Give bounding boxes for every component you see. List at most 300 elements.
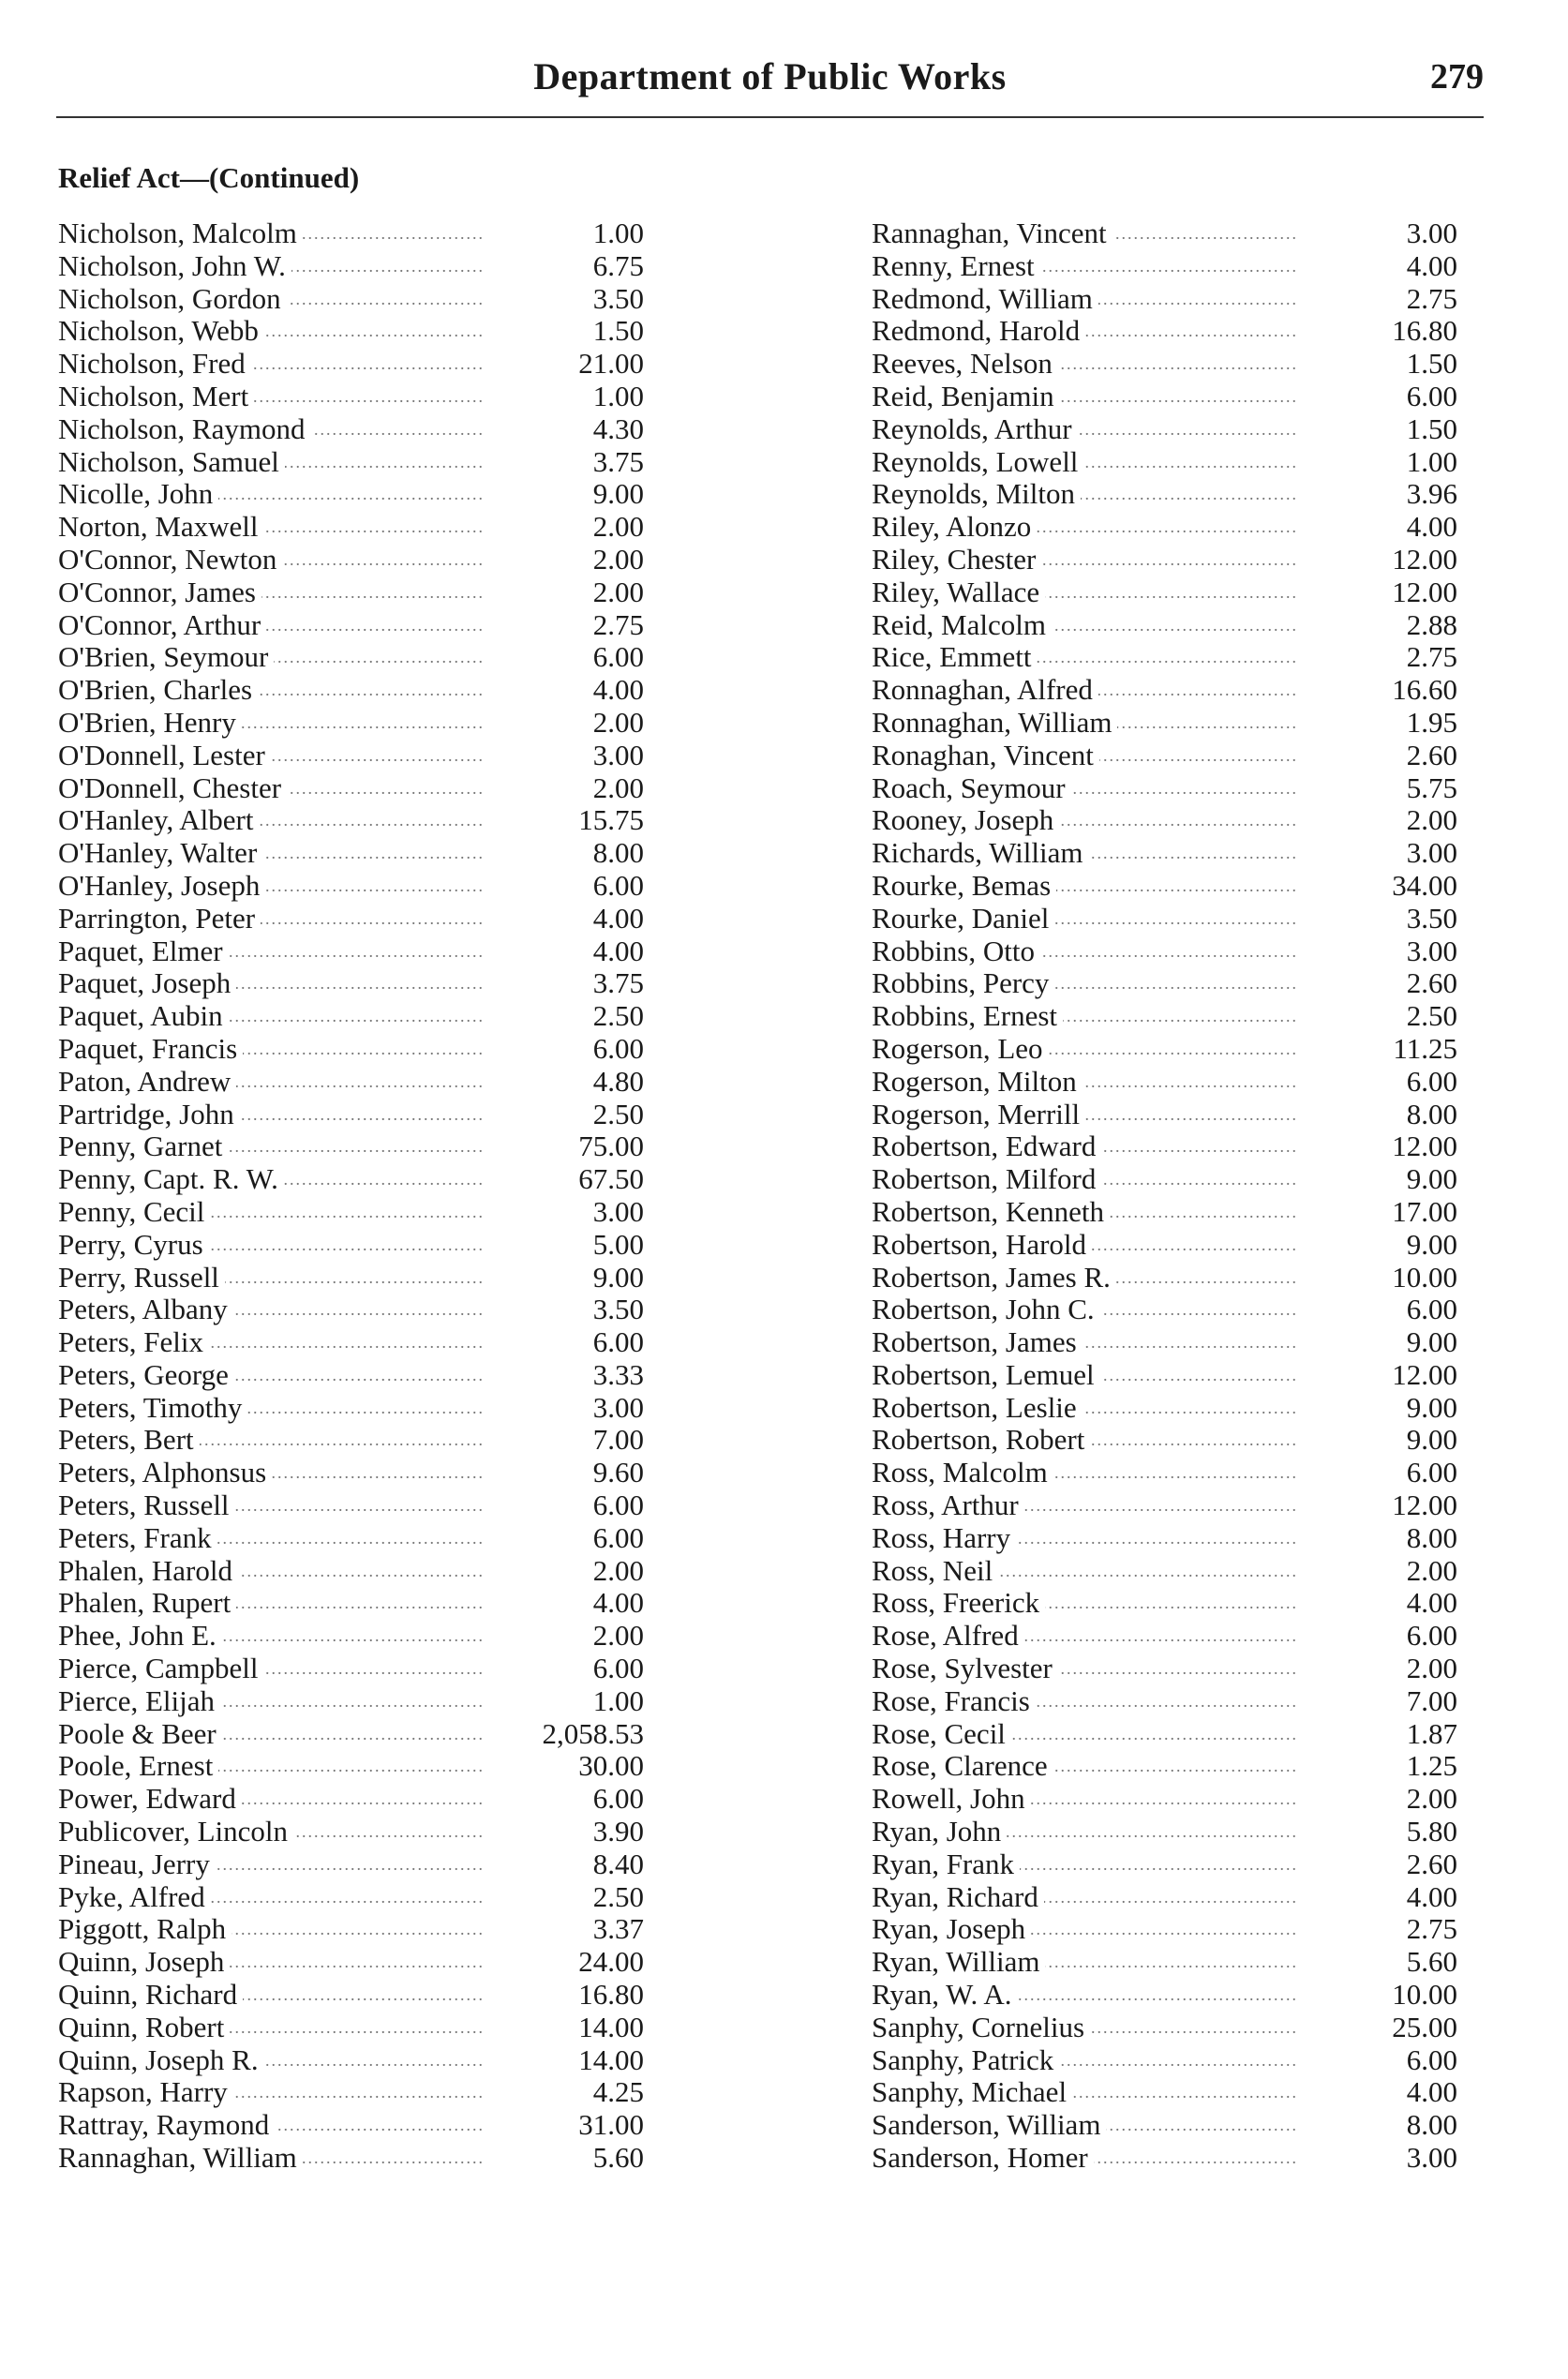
entry-name: Quinn, Robert xyxy=(58,2012,230,2044)
entry-amount: 9.00 xyxy=(1406,1390,1457,1424)
entry-amount: 3.00 xyxy=(592,738,644,771)
list-item xyxy=(58,1816,658,1848)
list-item xyxy=(872,217,1471,250)
entry-amount: 10.00 xyxy=(1392,1260,1457,1294)
list-item xyxy=(872,315,1471,348)
entry-name: Robertson, Edward xyxy=(872,1130,1101,1163)
entry-name: Sanphy, Cornelius xyxy=(872,2012,1090,2044)
entry-amount: 12.00 xyxy=(1392,1489,1457,1522)
list-item xyxy=(872,576,1471,609)
entry-name: Rose, Alfred xyxy=(872,1620,1024,1653)
entry-name: Reid, Benjamin xyxy=(872,381,1060,413)
entry-name: O'Donnell, Lester xyxy=(58,740,271,772)
entry-name: Rapson, Harry xyxy=(58,2076,233,2109)
list-item xyxy=(58,1489,658,1522)
list-item xyxy=(58,1294,658,1326)
list-item xyxy=(58,1262,658,1294)
entry-name: Redmond, Harold xyxy=(872,315,1085,348)
entry-amount: 6.00 xyxy=(1406,379,1457,412)
entry-amount: 6.00 xyxy=(592,1782,644,1816)
entry-amount: 12.00 xyxy=(1392,1130,1457,1163)
entry-amount: 3.00 xyxy=(592,1194,644,1228)
list-item xyxy=(58,1555,658,1588)
list-item xyxy=(58,576,658,609)
entry-amount: 9.00 xyxy=(1406,1325,1457,1359)
entry-name: Perry, Cyrus xyxy=(58,1229,209,1262)
list-item xyxy=(872,381,1471,413)
entry-name: Quinn, Richard xyxy=(58,1979,243,2012)
entry-name: Partridge, John xyxy=(58,1099,240,1131)
list-item xyxy=(58,1099,658,1131)
entry-amount: 4.00 xyxy=(1406,1879,1457,1913)
entry-amount: 6.00 xyxy=(592,1031,644,1065)
list-item xyxy=(872,1522,1471,1555)
entry-amount: 1.95 xyxy=(1406,705,1457,739)
entry-name: Reid, Malcolm xyxy=(872,609,1052,642)
entry-name: Ronnaghan, William xyxy=(872,707,1117,740)
entry-amount: 2.50 xyxy=(592,999,644,1033)
entry-name: O'Hanley, Albert xyxy=(58,804,259,837)
list-item xyxy=(58,1946,658,1979)
entry-amount: 31.00 xyxy=(578,2108,644,2142)
entry-name: Parrington, Peter xyxy=(58,903,261,935)
entry-name: Ross, Malcolm xyxy=(872,1457,1053,1489)
entry-amount: 3.50 xyxy=(592,281,644,315)
entry-name: Rose, Francis xyxy=(872,1685,1036,1718)
entry-amount: 4.00 xyxy=(592,934,644,967)
entry-name: Peters, Alphonsus xyxy=(58,1457,272,1489)
entry-amount: 9.60 xyxy=(592,1456,644,1489)
entry-name: Robbins, Ernest xyxy=(872,1000,1063,1033)
list-item xyxy=(58,1033,658,1066)
entry-amount: 34.00 xyxy=(1392,868,1457,902)
entry-name: Peters, Timothy xyxy=(58,1392,247,1425)
list-item xyxy=(872,2109,1471,2142)
list-item xyxy=(872,1099,1471,1131)
entry-amount: 4.00 xyxy=(1406,510,1457,544)
page-header xyxy=(56,54,1484,111)
entry-amount: 1.50 xyxy=(1406,411,1457,445)
list-item xyxy=(872,772,1471,805)
entry-name: Ross, Freerick xyxy=(872,1587,1045,1620)
entry-name: O'Brien, Charles xyxy=(58,674,258,707)
entry-name: Penny, Capt. R. W. xyxy=(58,1163,284,1196)
entry-name: Sanphy, Patrick xyxy=(872,2044,1059,2077)
list-item xyxy=(58,446,658,479)
entry-amount: 6.00 xyxy=(1406,1456,1457,1489)
list-item xyxy=(58,478,658,511)
list-item xyxy=(872,1653,1471,1685)
entry-amount: 3.50 xyxy=(592,1293,644,1326)
entry-amount: 12.00 xyxy=(1392,542,1457,576)
entry-amount: 3.96 xyxy=(1406,477,1457,511)
list-item xyxy=(58,870,658,903)
list-item xyxy=(58,1326,658,1359)
list-item xyxy=(872,1130,1471,1163)
list-item xyxy=(58,1653,658,1685)
entry-name: Rice, Emmett xyxy=(872,641,1037,674)
entry-name: Ryan, Frank xyxy=(872,1848,1020,1881)
list-item xyxy=(58,1685,658,1718)
entry-name: Poole & Beer xyxy=(58,1718,222,1751)
list-item xyxy=(872,544,1471,576)
list-item xyxy=(872,478,1471,511)
entry-name: Paquet, Joseph xyxy=(58,967,236,1000)
list-item xyxy=(58,1620,658,1653)
page-title: Department of Public Works xyxy=(533,55,1007,97)
list-item xyxy=(872,1489,1471,1522)
entry-amount: 6.00 xyxy=(592,868,644,902)
entry-name: Nicholson, Gordon xyxy=(58,283,287,316)
entry-amount: 1.00 xyxy=(592,1683,644,1717)
list-item xyxy=(58,1066,658,1099)
list-item xyxy=(872,707,1471,740)
list-item xyxy=(872,1718,1471,1751)
list-item xyxy=(58,1196,658,1229)
entry-amount: 8.00 xyxy=(592,836,644,870)
entry-name: Ross, Arthur xyxy=(872,1489,1024,1522)
entry-name: Rannaghan, Vincent xyxy=(872,217,1113,250)
list-item xyxy=(872,1881,1471,1914)
list-item xyxy=(58,1163,658,1196)
entry-name: O'Brien, Henry xyxy=(58,707,242,740)
entry-name: Rourke, Bemas xyxy=(872,870,1056,903)
entry-name: Robbins, Otto xyxy=(872,935,1040,968)
entry-amount: 1.00 xyxy=(592,217,644,249)
entry-name: Robertson, Harold xyxy=(872,1229,1092,1262)
entry-amount: 2.75 xyxy=(1406,1912,1457,1946)
entry-amount: 24.00 xyxy=(578,1945,644,1979)
entry-amount: 4.25 xyxy=(592,2075,644,2109)
entry-name: Paquet, Elmer xyxy=(58,935,229,968)
entry-name: Ryan, Richard xyxy=(872,1881,1044,1914)
entry-name: Paton, Andrew xyxy=(58,1066,236,1099)
list-item xyxy=(872,2044,1471,2077)
entry-name: Phalen, Rupert xyxy=(58,1587,236,1620)
entry-name: Paquet, Aubin xyxy=(58,1000,229,1033)
section-heading: Relief Act—(Continued) xyxy=(58,161,360,194)
right-column xyxy=(872,217,1471,2175)
entry-name: Quinn, Joseph xyxy=(58,1946,230,1979)
entry-amount: 6.75 xyxy=(592,248,644,282)
entry-amount: 2.88 xyxy=(1406,607,1457,641)
list-item xyxy=(872,837,1471,870)
entry-amount: 3.75 xyxy=(592,444,644,478)
list-item xyxy=(58,283,658,316)
entry-amount: 3.00 xyxy=(1406,836,1457,870)
entry-name: Nicholson, Malcolm xyxy=(58,217,303,250)
entry-amount: 30.00 xyxy=(578,1749,644,1783)
entry-amount: 5.80 xyxy=(1406,1815,1457,1848)
entry-amount: 9.00 xyxy=(1406,1423,1457,1457)
list-item xyxy=(58,1424,658,1457)
list-item xyxy=(872,283,1471,316)
entry-amount: 1.50 xyxy=(1406,347,1457,381)
entry-amount: 2.00 xyxy=(592,575,644,608)
entry-name: O'Donnell, Chester xyxy=(58,772,287,805)
entry-name: Riley, Chester xyxy=(872,544,1041,576)
list-item xyxy=(872,2076,1471,2109)
list-item xyxy=(872,1392,1471,1425)
entry-name: Quinn, Joseph R. xyxy=(58,2044,264,2077)
entry-name: Perry, Russell xyxy=(58,1262,225,1294)
list-item xyxy=(58,2109,658,2142)
entry-name: Power, Edward xyxy=(58,1783,242,1816)
entry-amount: 2.00 xyxy=(1406,1652,1457,1685)
entry-amount: 2.00 xyxy=(592,1553,644,1587)
entry-amount: 2.00 xyxy=(1406,1553,1457,1587)
entry-amount: 25.00 xyxy=(1392,2010,1457,2043)
list-item xyxy=(58,544,658,576)
entry-name: Pineau, Jerry xyxy=(58,1848,216,1881)
entry-name: Ryan, Joseph xyxy=(872,1913,1031,1946)
entry-name: Roach, Seymour xyxy=(872,772,1071,805)
entry-name: Nicholson, Mert xyxy=(58,381,254,413)
page-number: 279 xyxy=(1430,57,1484,97)
entry-amount: 14.00 xyxy=(578,2042,644,2076)
entry-name: Rogerson, Merrill xyxy=(872,1099,1085,1131)
list-item xyxy=(58,804,658,837)
entry-name: Robertson, John C. xyxy=(872,1294,1100,1326)
entry-amount: 16.80 xyxy=(578,1978,644,2012)
list-item xyxy=(872,1359,1471,1392)
entry-name: Pierce, Campbell xyxy=(58,1653,264,1685)
entry-amount: 4.80 xyxy=(592,1064,644,1098)
entry-amount: 4.00 xyxy=(1406,248,1457,282)
list-item xyxy=(58,772,658,805)
entry-name: Pierce, Elijah xyxy=(58,1685,220,1718)
list-item xyxy=(58,674,658,707)
list-item xyxy=(872,1294,1471,1326)
list-item xyxy=(58,641,658,674)
entry-amount: 12.00 xyxy=(1392,1357,1457,1391)
list-item xyxy=(872,740,1471,772)
list-item xyxy=(872,1816,1471,1848)
entry-amount: 4.00 xyxy=(1406,1586,1457,1620)
entry-name: Peters, Albany xyxy=(58,1294,233,1326)
entry-amount: 2.50 xyxy=(1406,999,1457,1033)
entry-amount: 8.00 xyxy=(1406,2108,1457,2142)
list-item xyxy=(872,1424,1471,1457)
entry-amount: 67.50 xyxy=(578,1162,644,1196)
entry-name: Richards, William xyxy=(872,837,1088,870)
entry-amount: 1.00 xyxy=(592,379,644,412)
entry-amount: 2.75 xyxy=(1406,640,1457,674)
list-item xyxy=(58,1587,658,1620)
list-item xyxy=(872,413,1471,446)
list-item xyxy=(58,1522,658,1555)
list-item xyxy=(58,740,658,772)
entry-amount: 7.00 xyxy=(592,1423,644,1457)
entry-amount: 3.33 xyxy=(592,1357,644,1391)
entry-name: Penny, Garnet xyxy=(58,1130,228,1163)
entry-amount: 4.30 xyxy=(592,411,644,445)
entry-amount: 12.00 xyxy=(1392,575,1457,608)
entry-amount: 17.00 xyxy=(1392,1194,1457,1228)
entry-amount: 2.60 xyxy=(1406,1847,1457,1880)
list-item xyxy=(58,1718,658,1751)
entry-name: O'Connor, Arthur xyxy=(58,609,266,642)
entry-name: Sanderson, William xyxy=(872,2109,1106,2142)
entry-amount: 4.00 xyxy=(1406,2075,1457,2109)
list-item xyxy=(58,348,658,381)
entry-name: Ronaghan, Vincent xyxy=(872,740,1099,772)
list-item xyxy=(872,511,1471,544)
entry-amount: 15.75 xyxy=(578,803,644,837)
entry-amount: 6.00 xyxy=(592,1652,644,1685)
entry-name: Rogerson, Leo xyxy=(872,1033,1049,1066)
entry-name: O'Connor, Newton xyxy=(58,544,282,576)
list-item xyxy=(58,707,658,740)
entry-amount: 1.87 xyxy=(1406,1716,1457,1750)
entry-amount: 6.00 xyxy=(1406,1619,1457,1653)
entry-amount: 10.00 xyxy=(1392,1978,1457,2012)
list-item xyxy=(58,609,658,642)
entry-amount: 6.00 xyxy=(1406,1293,1457,1326)
entry-amount: 4.00 xyxy=(592,901,644,935)
entry-amount: 2.50 xyxy=(592,1097,644,1130)
entry-amount: 9.00 xyxy=(1406,1162,1457,1196)
entry-name: O'Connor, James xyxy=(58,576,261,609)
list-item xyxy=(872,2012,1471,2044)
list-item xyxy=(58,1000,658,1033)
entry-name: Rourke, Daniel xyxy=(872,903,1054,935)
entry-name: Ross, Neil xyxy=(872,1555,998,1588)
entry-name: Rannaghan, William xyxy=(58,2142,303,2175)
entry-name: Robertson, Kenneth xyxy=(872,1196,1110,1229)
entry-amount: 6.00 xyxy=(592,1489,644,1522)
list-item xyxy=(58,1848,658,1881)
list-item xyxy=(872,1196,1471,1229)
entry-amount: 16.60 xyxy=(1392,673,1457,707)
entry-name: Renny, Ernest xyxy=(872,250,1040,283)
entry-amount: 6.00 xyxy=(592,640,644,674)
entry-name: Nicholson, John W. xyxy=(58,250,291,283)
entry-amount: 8.40 xyxy=(592,1847,644,1880)
entry-amount: 2.00 xyxy=(592,705,644,739)
list-item xyxy=(872,1555,1471,1588)
list-item xyxy=(872,1457,1471,1489)
entry-amount: 3.50 xyxy=(1406,901,1457,935)
list-item xyxy=(872,804,1471,837)
entry-amount: 3.00 xyxy=(1406,934,1457,967)
list-item xyxy=(872,1066,1471,1099)
entry-name: Peters, Bert xyxy=(58,1424,200,1457)
list-item xyxy=(872,1913,1471,1946)
list-item xyxy=(58,2142,658,2175)
entry-name: Sanphy, Michael xyxy=(872,2076,1072,2109)
entry-name: Paquet, Francis xyxy=(58,1033,243,1066)
entry-name: Robertson, Robert xyxy=(872,1424,1090,1457)
entry-amount: 6.00 xyxy=(592,1325,644,1359)
entry-amount: 3.00 xyxy=(1406,2141,1457,2175)
list-item xyxy=(58,315,658,348)
entry-amount: 2.00 xyxy=(1406,803,1457,837)
entry-amount: 2,058.53 xyxy=(542,1716,644,1750)
entry-name: Ross, Harry xyxy=(872,1522,1016,1555)
list-item xyxy=(58,1979,658,2012)
list-item xyxy=(58,511,658,544)
list-item xyxy=(872,903,1471,935)
entry-name: Robertson, James xyxy=(872,1326,1083,1359)
entry-amount: 2.60 xyxy=(1406,966,1457,1000)
list-item xyxy=(58,1881,658,1914)
entry-name: Robbins, Percy xyxy=(872,967,1054,1000)
entry-amount: 2.60 xyxy=(1406,738,1457,771)
entry-amount: 5.60 xyxy=(592,2141,644,2175)
list-item xyxy=(58,1457,658,1489)
entry-amount: 9.00 xyxy=(1406,1227,1457,1261)
entry-amount: 3.75 xyxy=(592,966,644,1000)
list-item xyxy=(872,1033,1471,1066)
entry-name: Rose, Cecil xyxy=(872,1718,1011,1751)
entry-name: Nicolle, John xyxy=(58,478,218,511)
entry-name: Phee, John E. xyxy=(58,1620,222,1653)
list-item xyxy=(58,217,658,250)
list-item xyxy=(872,446,1471,479)
entry-amount: 75.00 xyxy=(578,1130,644,1163)
list-item xyxy=(872,1163,1471,1196)
entry-name: Penny, Cecil xyxy=(58,1196,210,1229)
list-item xyxy=(872,2142,1471,2175)
list-item xyxy=(58,1130,658,1163)
entry-name: Nicholson, Samuel xyxy=(58,446,285,479)
entry-amount: 8.00 xyxy=(1406,1520,1457,1554)
list-item xyxy=(58,903,658,935)
entry-name: O'Hanley, Walter xyxy=(58,837,262,870)
list-item xyxy=(872,1685,1471,1718)
list-item xyxy=(58,967,658,1000)
entry-name: Robertson, James R. xyxy=(872,1262,1116,1294)
list-item xyxy=(58,1913,658,1946)
entry-name: Reynolds, Lowell xyxy=(872,446,1083,479)
entry-name: Pyke, Alfred xyxy=(58,1881,211,1914)
list-item xyxy=(872,1587,1471,1620)
list-item xyxy=(872,250,1471,283)
entry-amount: 11.25 xyxy=(1393,1031,1457,1065)
entry-name: Peters, Russell xyxy=(58,1489,235,1522)
list-item xyxy=(872,674,1471,707)
list-item xyxy=(872,1262,1471,1294)
entry-name: Rattray, Raymond xyxy=(58,2109,275,2142)
entry-name: Nicholson, Fred xyxy=(58,348,251,381)
entry-name: Peters, Frank xyxy=(58,1522,217,1555)
entry-name: Robertson, Milford xyxy=(872,1163,1101,1196)
list-item xyxy=(872,1750,1471,1783)
entry-amount: 5.60 xyxy=(1406,1945,1457,1979)
entry-name: Rooney, Joseph xyxy=(872,804,1059,837)
list-item xyxy=(58,1359,658,1392)
entry-name: O'Hanley, Joseph xyxy=(58,870,265,903)
list-item xyxy=(872,1946,1471,1979)
entry-name: Rogerson, Milton xyxy=(872,1066,1083,1099)
entry-name: Nicholson, Raymond xyxy=(58,413,311,446)
entry-name: Reynolds, Milton xyxy=(872,478,1081,511)
entry-name: Sanderson, Homer xyxy=(872,2142,1094,2175)
entry-name: Rose, Clarence xyxy=(872,1750,1053,1783)
list-item xyxy=(58,1229,658,1262)
list-item xyxy=(872,1783,1471,1816)
entry-amount: 5.00 xyxy=(592,1227,644,1261)
entry-amount: 3.37 xyxy=(592,1912,644,1946)
entry-amount: 2.75 xyxy=(592,607,644,641)
entry-name: Ryan, John xyxy=(872,1816,1007,1848)
list-item xyxy=(872,870,1471,903)
entry-name: Robertson, Leslie xyxy=(872,1392,1083,1425)
list-item xyxy=(58,413,658,446)
entry-amount: 2.00 xyxy=(592,510,644,544)
list-item xyxy=(872,1229,1471,1262)
